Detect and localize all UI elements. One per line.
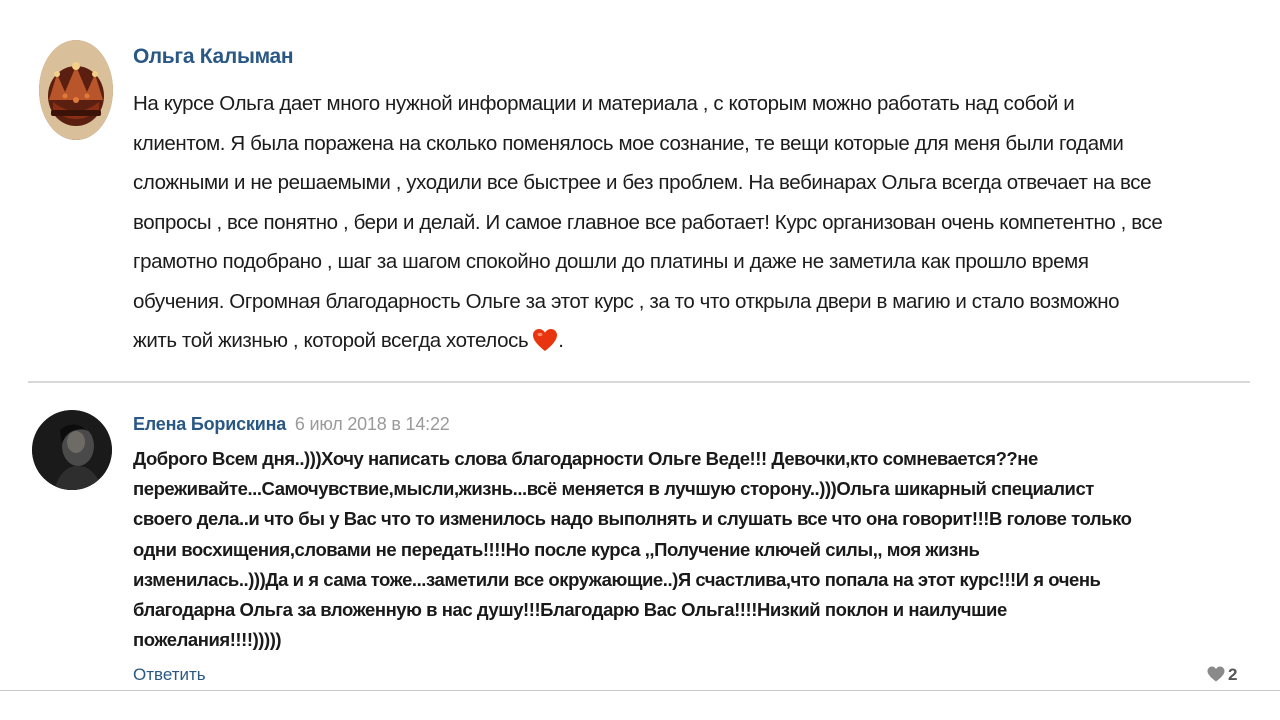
comment-2 bbox=[0, 386, 1280, 690]
avatar[interactable] bbox=[32, 410, 112, 490]
comment-line: грамотно подобрано , шаг за шагом спокойно дошли до платины и даже не заметила как прошло время bbox=[133, 250, 1089, 273]
like-button[interactable] bbox=[1207, 665, 1237, 685]
comment-line: изменилась..)))Да и я сама тоже...заметили все окружающие..)Я счастлива,что попала на этот курс!!!И я очень bbox=[133, 568, 1101, 590]
heart-icon bbox=[1207, 666, 1225, 682]
comment-divider bbox=[28, 381, 1250, 383]
comment-text bbox=[133, 84, 1243, 361]
comment-line: обучения. Огромная благодарность Ольге за этот курс , за то что открыла двери в магию и стало возможно bbox=[133, 289, 1120, 313]
heart-icon bbox=[532, 326, 558, 350]
comment-line: сложными и не решаемыми , уходили все быстрее и без проблем. На вебинарах Ольга всегда отвечает на все bbox=[133, 171, 1152, 194]
comment-line: переживайте...Самочувствие,мысли,жизнь...всё меняется в лучшую сторону..)))Ольга шикарный специалист bbox=[133, 478, 1094, 500]
comment-line: одни восхищения,словами не передать!!!!Но после курса ,,Получение ключей силы,, моя жизнь bbox=[133, 538, 980, 560]
comment-line: пожелания!!!!))))) bbox=[133, 629, 282, 651]
user-photo-avatar bbox=[32, 410, 112, 490]
comment-line: клиентом. Я была поражена на сколько поменялось мое сознание, те вещи которые для меня были годами bbox=[133, 131, 1124, 155]
crown-avatar-image bbox=[39, 40, 113, 140]
comment-line: благодарна Ольга за вложенную в нас душу!!!Благодарю Вас Ольга!!!!Низкий поклон и наилучшие bbox=[133, 599, 1007, 621]
comment-trailing: . bbox=[558, 329, 564, 352]
comment-text bbox=[133, 444, 1253, 655]
comment-line-last bbox=[133, 321, 1243, 361]
comment-header bbox=[133, 414, 450, 435]
comment-author[interactable]: Ольга Калыман bbox=[133, 45, 294, 68]
avatar[interactable] bbox=[39, 40, 113, 140]
like-count: 2 bbox=[1228, 665, 1238, 684]
comment-line: своего дела..и что бы у Вас что то изменилось надо выполнять и слушать все что она говорит!!!В голове только bbox=[133, 508, 1132, 530]
comment-line: вопросы , все понятно , бери и делай. И самое главное все работает! Курс организован очень компетентно , все bbox=[133, 210, 1163, 234]
comment-line: Доброго Всем дня..)))Хочу написать слова благодарности Ольге Веде!!! Девочки,кто сомневается??не bbox=[133, 448, 1038, 469]
comment-date[interactable]: 6 июл 2018 в 14:22 bbox=[294, 414, 450, 434]
comment-line: жить той жизнью , которой всегда хотелось bbox=[133, 329, 529, 352]
comment-line: На курсе Ольга дает много нужной информации и материала , с которым можно работать над собой и bbox=[133, 92, 1075, 115]
comment-author[interactable]: Елена Борискина bbox=[133, 414, 287, 434]
bottom-border bbox=[0, 690, 1280, 691]
reply-button[interactable]: Ответить bbox=[133, 665, 206, 684]
